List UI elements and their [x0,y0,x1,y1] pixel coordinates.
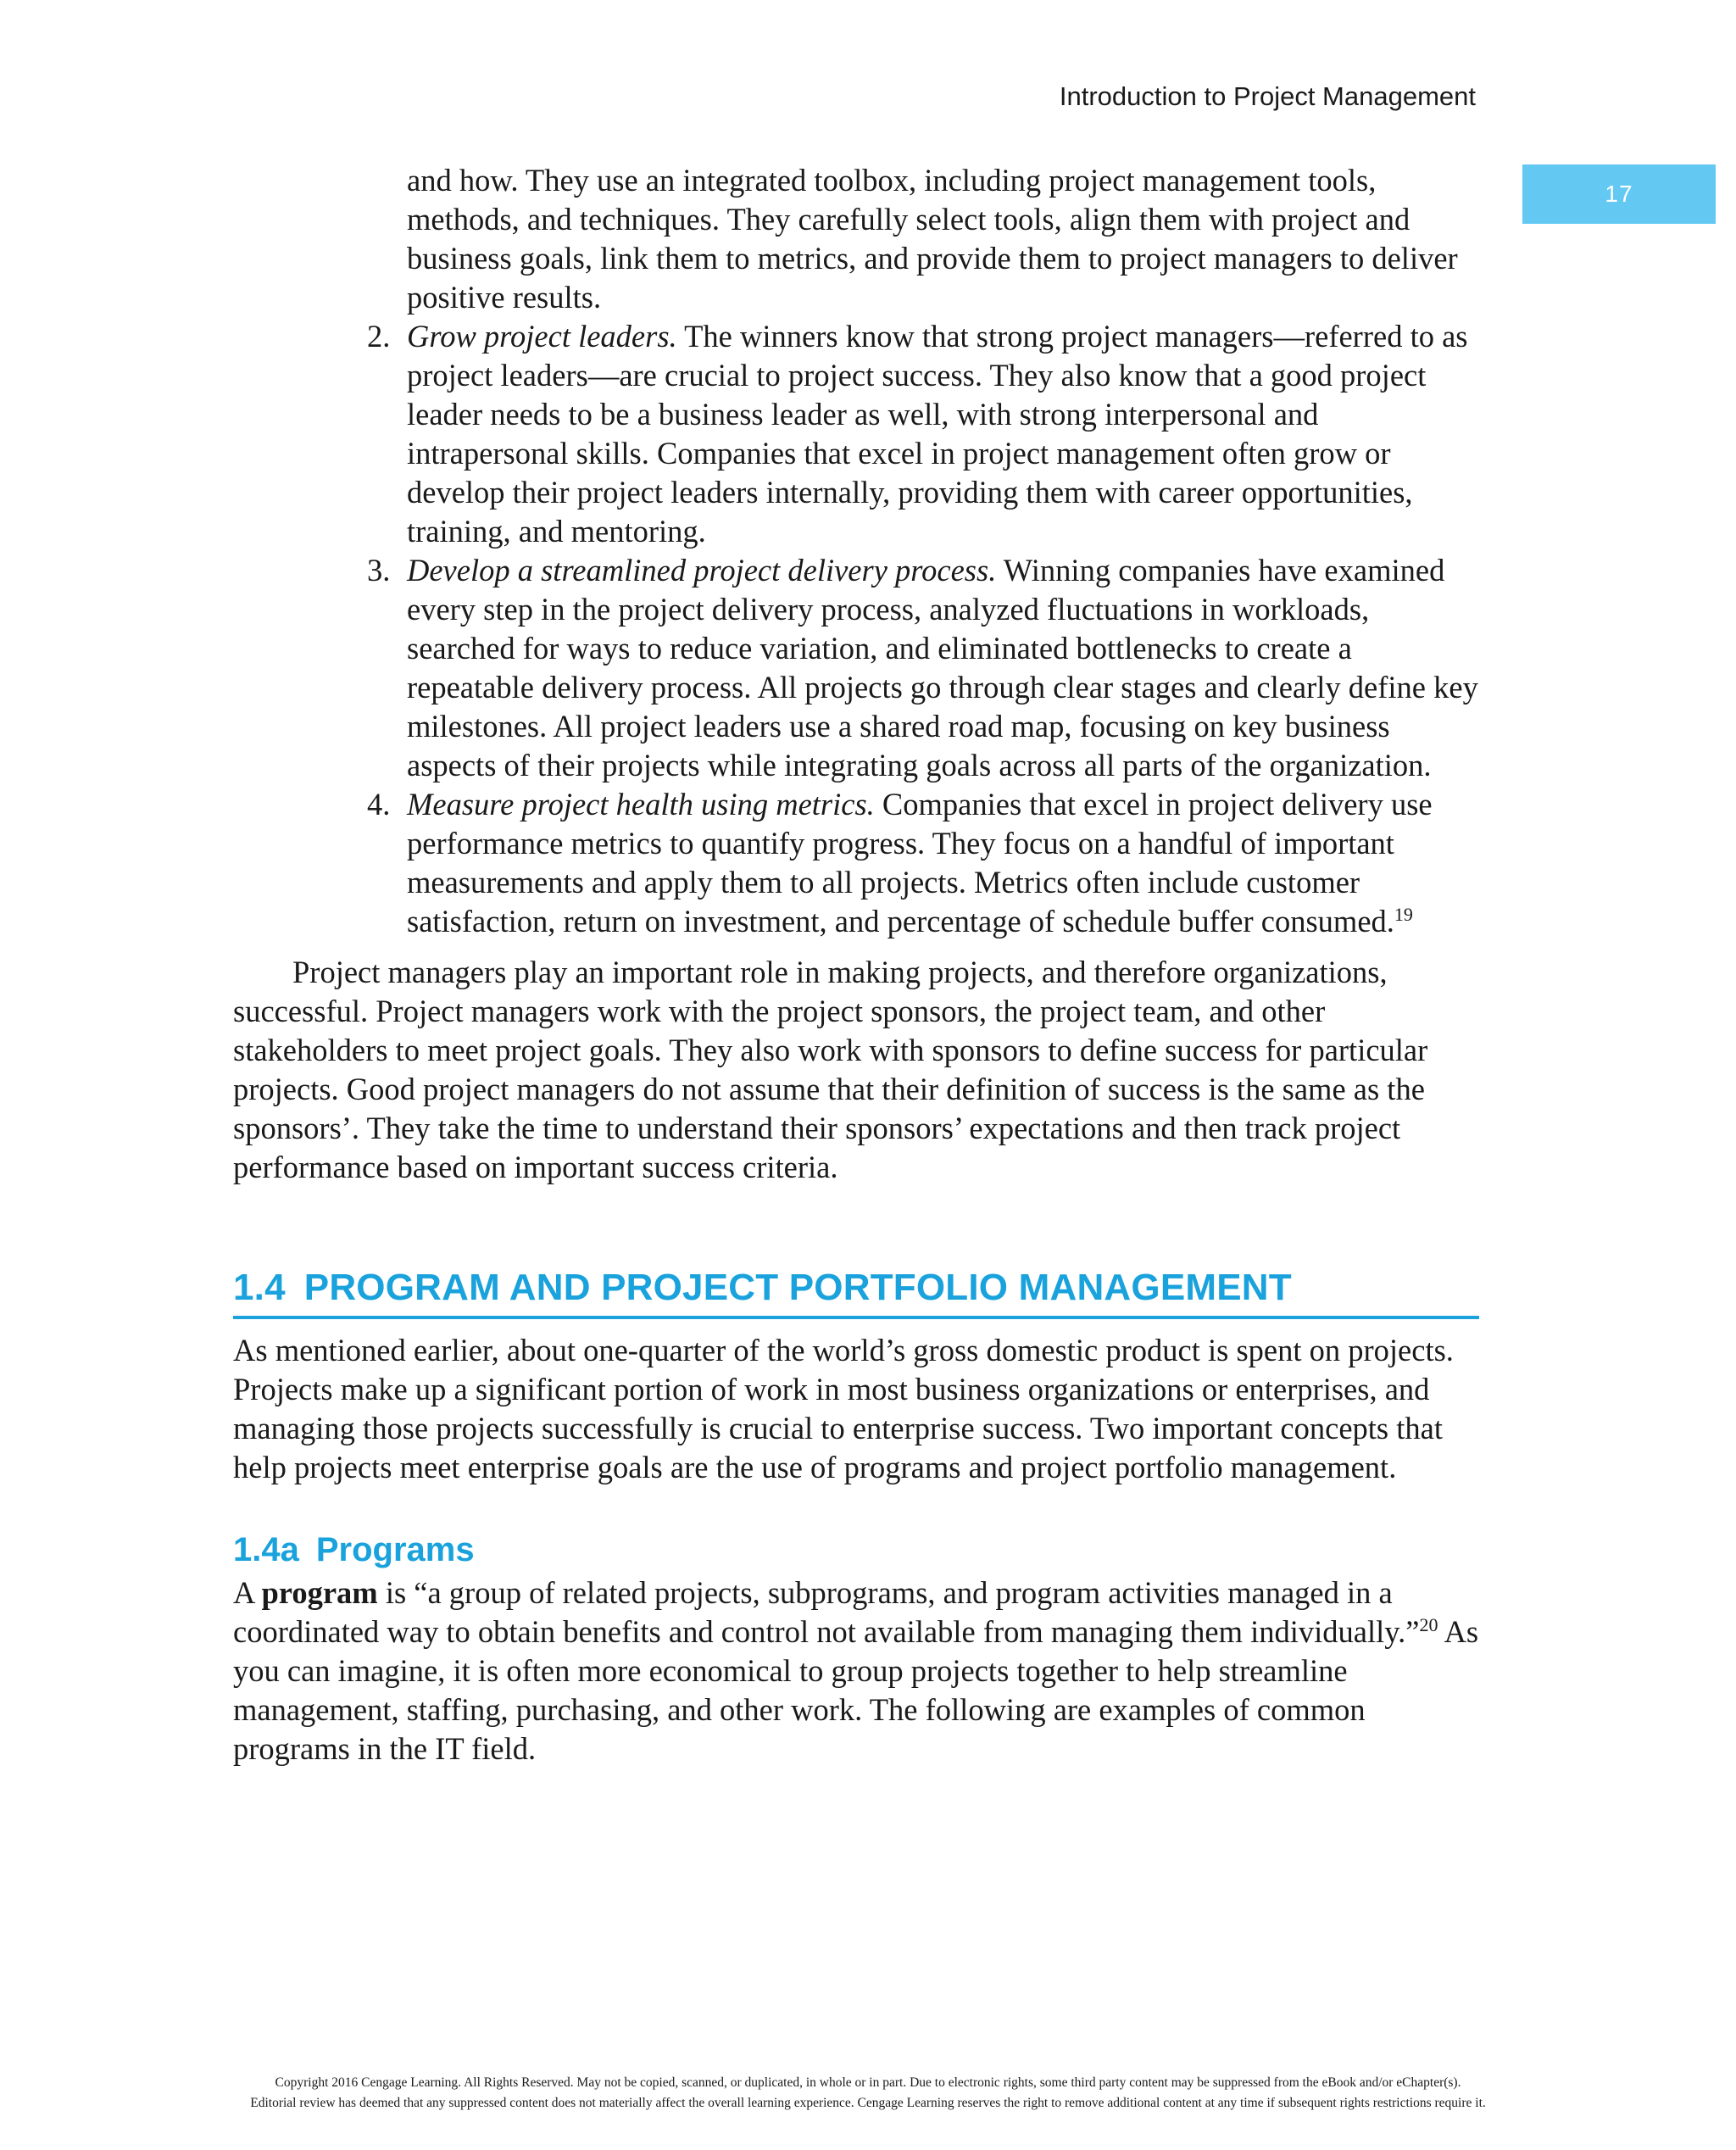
list-item-text: Winning companies have examined every step in the project delivery process, analyzed fluctuations in workloads, searched for ways to reduce variation, and eliminated bottlenecks to create a repeatable delivery process. All projects go through clear stages and clearly define key milestones. All project leaders use a shared road map, focusing on key business aspects of their projects while integrating goals across all parts of the organization. [407,553,1478,783]
list-item-title: Grow project leaders. [407,319,677,354]
paragraph-portfolio-intro: As mentioned earlier, about one-quarter of the world’s gross domestic product is spent on projects. Projects make up a significant portion of work in most business organizations or enterprises, and managing those projects successfully is crucial to enterprise success. Two important concepts that help projects meet enterprise goals are the use of programs and project portfolio management. [233,1333,1454,1484]
program-rest-text: As you can imagine, it is often more economical to group projects together to help streamline management, staffing, purchasing, and other work. The following are examples of common programs in the IT field. [233,1614,1479,1766]
definition-text: is “a group of related projects, subprograms, and program activities managed in a coordinated way to obtain benefits and control not available from managing them individually.” [233,1575,1420,1649]
lead-word: A [233,1575,254,1610]
footnote-ref-20[interactable]: 20 [1419,1614,1438,1635]
list-number: 4. [367,787,391,822]
paragraph-project-managers: Project managers play an important role in making projects, and therefore organizations, successful. Project managers work with the project sponsors, the project team, and other stakeholders to meet project goals. They also work with sponsors to define success for particular projects. Good project managers do not assume that their definition of success is the same as the sponsors’. They take the time to understand their sponsors’ expectations and then track project performance based on important success criteria. [233,955,1428,1184]
list-number: 2. [367,319,391,354]
main-text-column [233,161,1479,1768]
subsection-title: Programs [315,1531,475,1568]
footnote-ref-19[interactable]: 19 [1394,904,1413,925]
copyright-line-1: Copyright 2016 Cengage Learning. All Rights Reserved. May not be copied, scanned, or duplicated, in whole or in part. Due to electronic rights, some third party content may be suppressed from the eBook and/or eChapter(s). [275,2075,1461,2090]
list-number: 3. [367,553,391,588]
running-head-title: Introduction to Project Management [1059,81,1476,111]
subsection-number: 1.4a [233,1531,299,1568]
list-item [233,317,1479,551]
winning-practices-list [233,317,1479,941]
list-item-title: Measure project health using metrics. [407,787,875,822]
list-item-text: The winners know that strong project managers—referred to as project leaders—are crucial to project success. They also know that a good project leader needs to be a business leader as well, with strong interpersonal and intrapersonal skills. Companies that excel in project management often grow or develop their project leaders internally, providing them with career opportunities, training, and mentoring. [407,319,1468,549]
list-item [233,551,1479,785]
list-item-1-continuation: and how. They use an integrated toolbox, including project management tools, methods, and techniques. They carefully select tools, align them with project and business goals, link them to metrics, and provide them to project managers to deliver positive results. [407,163,1458,315]
section-number: 1.4 [233,1267,286,1308]
list-item [233,785,1479,941]
subsection-heading-1-4a [233,1529,1479,1570]
page-number-tab: 17 [1522,164,1716,224]
section-heading-1-4 [233,1265,1479,1319]
list-item-text: Companies that excel in project delivery use performance metrics to quantify progress. They focus on a handful of important measurements and apply them to all projects. Metrics often include customer satisfaction, return on investment, and percentage of schedule buffer consumed. [407,787,1433,939]
paragraph-program-definition [233,1574,1479,1768]
copyright-line-2: Editorial review has deemed that any suppressed content does not materially affect the overall learning experience. Cengage Learning reserves the right to remove additional content at any time if subsequent rights restrictions require it. [250,2096,1486,2110]
list-item-title: Develop a streamlined project delivery process. [407,553,997,588]
key-term-program: program [261,1575,378,1610]
section-title: PROGRAM AND PROJECT PORTFOLIO MANAGEMENT [303,1267,1292,1308]
